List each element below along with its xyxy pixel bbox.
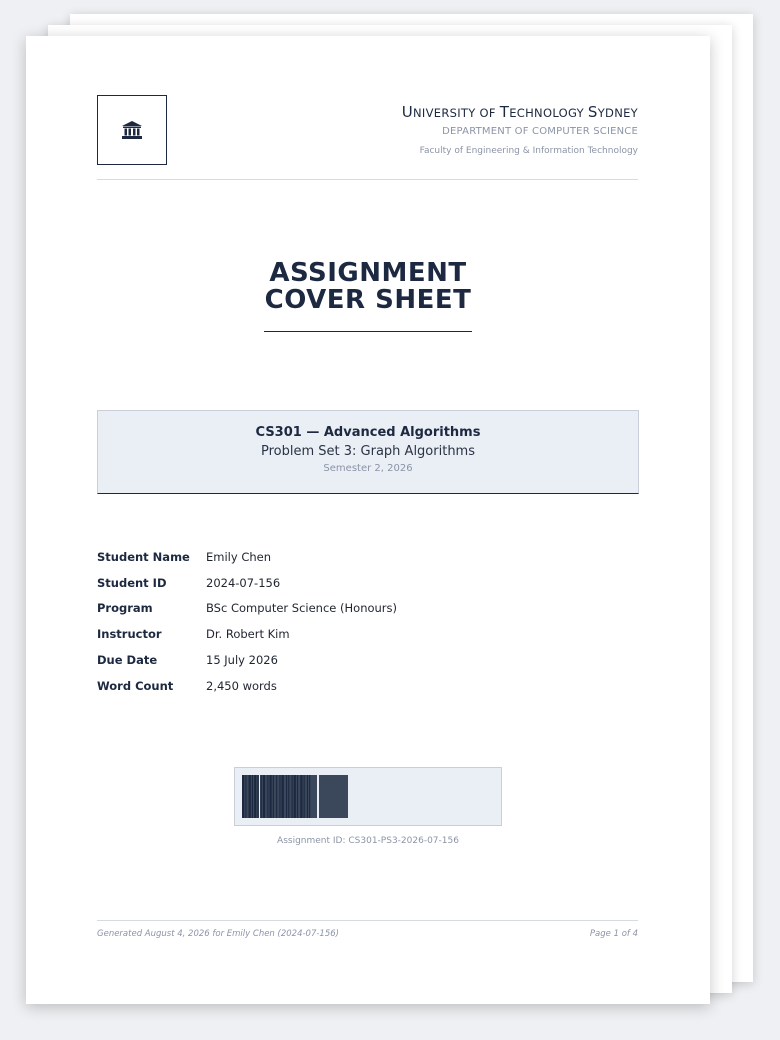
department-name: DEPARTMENT OF COMPUTER SCIENCE bbox=[442, 126, 638, 137]
faculty-name: Faculty of Engineering & Information Technology bbox=[419, 146, 638, 156]
header-divider bbox=[97, 179, 638, 180]
page-number: Page 1 of 4 bbox=[589, 929, 638, 939]
barcode-bar bbox=[292, 775, 293, 818]
barcode-bar bbox=[286, 775, 287, 818]
barcode-bar bbox=[273, 775, 274, 818]
barcode-bars bbox=[235, 768, 503, 827]
info-row-program bbox=[97, 596, 397, 622]
barcode-bar bbox=[270, 775, 272, 818]
info-value: BSc Computer Science (Honours) bbox=[206, 601, 398, 616]
barcode-bar bbox=[257, 775, 258, 818]
barcode-bar bbox=[294, 775, 296, 818]
info-label: Program bbox=[97, 601, 153, 616]
info-value: 2024-07-156 bbox=[206, 575, 281, 590]
course-title: CS301 — Advanced Algorithms bbox=[255, 425, 481, 440]
info-row-student-name bbox=[97, 544, 397, 570]
info-label: Instructor bbox=[97, 627, 162, 642]
info-row-student-id bbox=[97, 570, 397, 596]
barcode-bar bbox=[309, 775, 310, 818]
student-info-table bbox=[97, 544, 397, 699]
barcode-bar bbox=[279, 775, 280, 818]
barcode-bar bbox=[245, 775, 246, 818]
semester-label: Semester 2, 2026 bbox=[323, 463, 413, 474]
university-name: UNIVERSITY OF TECHNOLOGY SYDNEY bbox=[401, 103, 638, 121]
info-row-instructor bbox=[97, 621, 397, 647]
barcode-bar bbox=[252, 775, 253, 818]
info-row-word-count bbox=[97, 673, 397, 699]
barcode-bar bbox=[304, 775, 305, 818]
barcode-bar bbox=[242, 775, 244, 818]
university-header bbox=[402, 102, 638, 156]
generated-note: Generated August 4, 2026 for Emily Chen (2024-07-156) bbox=[97, 929, 339, 939]
barcode-bar bbox=[254, 775, 256, 818]
title-underline bbox=[264, 331, 472, 332]
info-value: Emily Chen bbox=[206, 549, 272, 564]
barcode-block bbox=[319, 775, 348, 818]
course-panel bbox=[97, 410, 639, 494]
barcode-bar bbox=[249, 775, 251, 818]
barcode-bar bbox=[263, 775, 265, 818]
footer-divider bbox=[97, 920, 638, 921]
info-label: Due Date bbox=[97, 653, 158, 668]
document-title: ASSIGNMENT COVER SHEET bbox=[264, 258, 472, 315]
barcode-bar bbox=[261, 775, 262, 818]
barcode-bar bbox=[300, 775, 302, 818]
info-value: 2,450 words bbox=[206, 678, 277, 693]
university-logo bbox=[97, 95, 167, 165]
info-value: 15 July 2026 bbox=[206, 653, 278, 668]
institution-building-icon bbox=[122, 121, 142, 139]
assignment-id-caption: Assignment ID: CS301-PS3-2026-07-156 bbox=[277, 836, 459, 846]
barcode-bar bbox=[276, 775, 277, 818]
info-label: Student Name bbox=[97, 549, 190, 564]
barcode-bar bbox=[307, 775, 308, 818]
assignment-title: Problem Set 3: Graph Algorithms bbox=[261, 444, 475, 459]
barcode-bar bbox=[288, 775, 289, 818]
barcode-bar bbox=[282, 775, 284, 818]
cover-page bbox=[26, 36, 710, 1004]
info-row-due-date bbox=[97, 647, 397, 673]
barcode-bar bbox=[267, 775, 268, 818]
barcode bbox=[234, 767, 502, 826]
info-value: Dr. Robert Kim bbox=[206, 627, 290, 642]
info-label: Student ID bbox=[97, 575, 167, 590]
barcode-bar bbox=[297, 775, 298, 818]
info-label: Word Count bbox=[97, 678, 174, 693]
